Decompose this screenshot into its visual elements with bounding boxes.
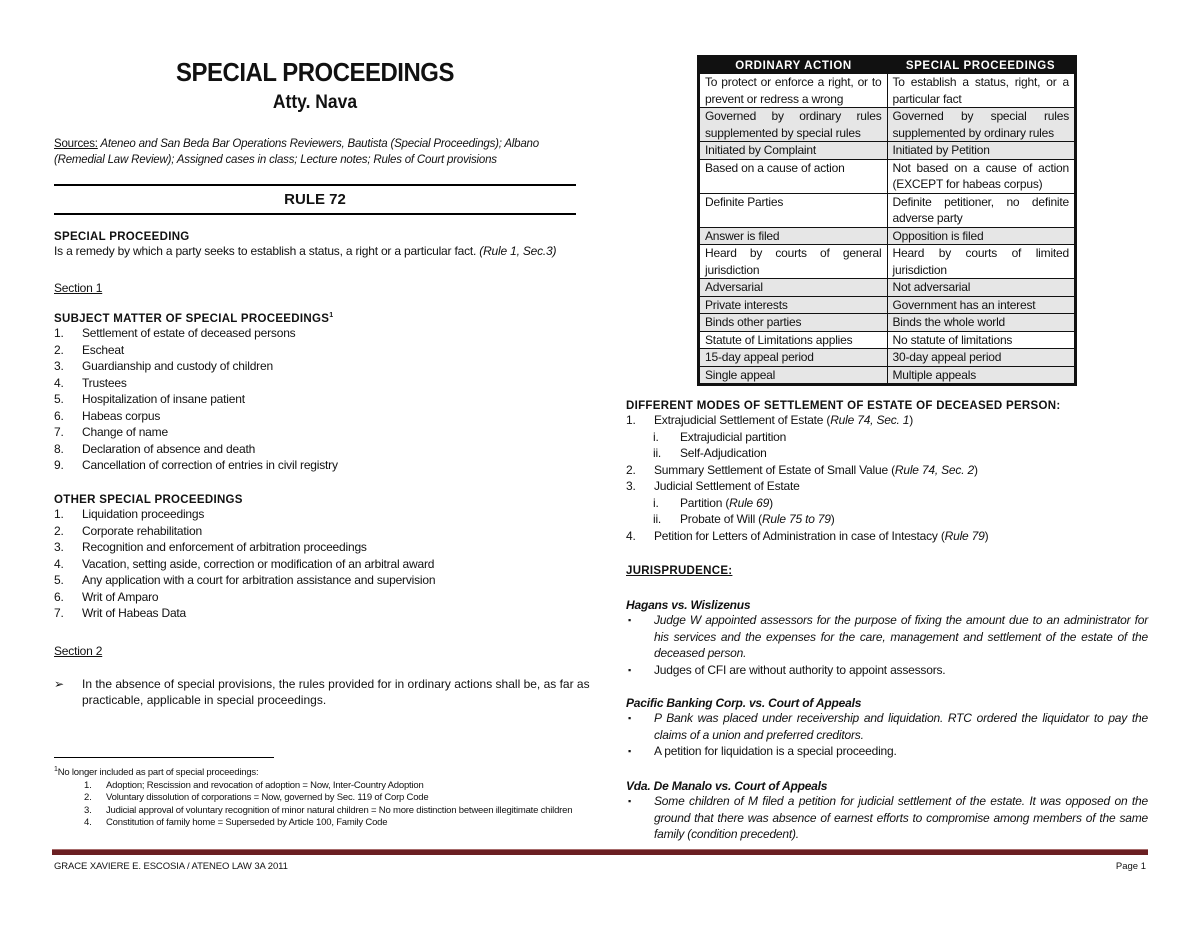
column-header: SPECIAL PROCEEDINGS [887,57,1076,74]
case-points [626,612,1148,678]
list-item [626,710,1148,743]
list-item [626,528,1148,545]
definition-block [54,231,576,260]
list-text: Escheat [82,342,124,357]
list-text: Writ of Amparo [82,589,159,604]
table-cell: Private interests [699,296,888,314]
other-proceedings-heading: OTHER SPECIAL PROCEEDINGS [54,494,243,506]
case-points [626,793,1148,843]
column-header: ORDINARY ACTION [699,57,888,74]
list-item [54,424,576,441]
list-text: Recognition and enforcement of arbitration proceedings [82,540,367,554]
modes-list [626,528,1148,545]
table-cell: Single appeal [699,366,888,385]
footnote-mark: 1 [54,765,58,773]
list-number: 7. [54,425,64,439]
footnote [54,767,576,830]
list-number: 5. [54,392,64,406]
page-number: Page 1 [1115,861,1146,872]
list-text: Liquidation proceedings [82,507,205,521]
table-row [699,245,1076,279]
arrow-bullet-icon: ➢ [54,677,65,691]
table-cell: Statute of Limitations applies [699,331,888,349]
table-row [699,227,1076,245]
list-item [626,478,1148,495]
table-cell: Governed by special rules supplemented by ordinary rules [887,108,1076,142]
table-row [699,142,1076,160]
footer-author: GRACE XAVIERE E. ESCOSIA / ATENEO LAW 3A 2011 [54,861,288,872]
other-proceedings-block [54,494,576,622]
list-item [626,429,1148,446]
list-item [54,605,576,622]
list-number: i. [653,429,659,444]
list-text: Self-Adjudication [680,446,767,460]
footnote-intro-text: No longer included as part of special proceedings: [57,767,259,778]
list-text: Judicial Settlement of Estate [654,479,800,493]
list-text-end: ) [973,462,978,477]
table-row [699,314,1076,332]
list-citation: Rule 75 to 79 [761,512,831,526]
list-number: 2. [54,342,64,357]
list-number: 3. [84,804,92,816]
list-text: Judicial approval of voluntary recognition of minor natural children = No more distinction between illegitimate children [106,804,573,816]
list-text: Hospitalization of insane patient [82,392,245,406]
list-text: Any application with a court for arbitration assistance and supervision [82,573,436,587]
list-text: Trustees [82,375,127,390]
table-header-row [699,57,1076,74]
list-item [626,612,1148,662]
list-number: 1. [54,507,64,521]
modes-heading: DIFFERENT MODES OF SETTLEMENT OF ESTATE OF DECEASED PERSON: [626,400,1061,412]
table-row [699,193,1076,227]
list-item [54,572,576,589]
definition-text [54,243,576,260]
list-number: 8. [54,441,64,456]
list-text: Probate of Will ( [680,512,762,526]
jurisprudence-heading: JURISPRUDENCE: [626,565,733,577]
list-item [54,391,576,408]
list-number: 2. [54,523,64,538]
list-text: Constitution of family home = Superseded by Article 100, Family Code [106,817,388,828]
list-text: Voluntary dissolution of corporations = Now, governed by Sec. 119 of Corp Code [106,792,429,803]
table-cell: Government has an interest [887,296,1076,314]
table-row [699,296,1076,314]
table-cell: Heard by courts of limited jurisdiction [887,245,1076,279]
table-cell: Initiated by Complaint [699,142,888,160]
sources-note [54,136,576,168]
modes-block [626,400,1148,544]
list-number: 7. [54,606,64,620]
document-title: SPECIAL PROCEEDINGS [176,57,454,87]
list-item [54,342,576,359]
case-title: Pacific Banking Corp. vs. Court of Appeals [626,696,862,710]
list-number: 9. [54,458,64,472]
list-number: 2. [84,792,92,803]
list-item [626,445,1148,462]
list-number: 3. [54,359,64,373]
footnote-intro [54,767,576,780]
list-citation: Rule 79 [944,528,985,543]
list-text: Change of name [82,425,168,439]
table-cell: Opposition is filed [887,227,1076,245]
list-text-end: ) [909,413,914,427]
footnote-ref[interactable]: 1 [329,312,334,320]
case-pacific-banking [626,696,1148,760]
table-cell: Multiple appeals [887,366,1076,385]
modes-list [626,462,1148,495]
table-cell: Answer is filed [699,227,888,245]
square-bullet-icon: ▪ [628,615,631,625]
table-cell: Initiated by Petition [887,142,1076,160]
list-item [626,662,1148,679]
rule-heading: RULE 72 [54,184,576,215]
table-cell: Definite petitioner, no definite adverse party [887,193,1076,227]
list-number: 4. [626,528,636,543]
table-row [699,159,1076,193]
list-text: Summary Settlement of Estate of Small Value ( [654,462,895,477]
modes-sublist [626,429,1148,462]
square-bullet-icon: ▪ [628,746,631,756]
list-item [54,457,576,474]
list-number: 2. [626,462,636,477]
document-subtitle: Atty. Nava [272,92,358,113]
modes-list [626,412,1148,429]
case-vda-de-manalo [626,779,1148,843]
list-item [54,589,576,606]
table-cell: Heard by courts of general jurisdiction [699,245,888,279]
list-item [54,375,576,392]
square-bullet-icon: ▪ [628,664,631,675]
case-title: Hagans vs. Wislizenus [626,598,751,612]
list-text-end: ) [769,495,773,510]
table-cell: To establish a status, right, or a particular fact [887,74,1076,108]
table-cell: To protect or enforce a right, or to prevent or redress a wrong [699,74,888,108]
table-cell: Based on a cause of action [699,159,888,193]
section-2-text: In the absence of special provisions, the rules provided for in ordinary actions shall be, as far as practicable, applicable in special proceedings. [82,677,590,707]
other-proceedings-list [54,506,576,622]
list-text-end: ) [830,512,835,526]
table-row [699,366,1076,385]
list-text: Adoption; Rescission and revocation of adoption = Now, Inter-Country Adoption [106,779,424,791]
table-row [699,331,1076,349]
table-cell: Adversarial [699,279,888,297]
definition-heading: SPECIAL PROCEEDING [54,231,190,243]
list-item [626,743,1148,760]
subject-matter-heading-text: SUBJECT MATTER OF SPECIAL PROCEEDINGS [54,313,330,325]
list-text: Writ of Habeas Data [82,606,187,620]
list-text-end: ) [984,528,989,543]
definition-citation: (Rule 1, Sec.3) [479,244,557,258]
list-number: 3. [54,540,64,554]
list-citation: Rule 69 [729,495,770,510]
section-2-label: Section 2 [54,644,103,658]
table-cell: Binds other parties [699,314,888,332]
table-cell: Not adversarial [887,279,1076,297]
list-number: 6. [54,408,64,423]
table-row [699,349,1076,367]
list-item [54,506,576,523]
sources-label: Sources: [54,138,98,150]
sources-text: Ateneo and San Beda Bar Operations Reviewers, Bautista (Special Proceedings); Albano (Remedial Law Review); Assigned cases in class; Lecture notes; Rules of Court provisions [54,138,539,166]
square-bullet-icon: ▪ [628,713,631,723]
list-item [54,408,576,425]
list-text: Guardianship and custody of children [82,359,273,373]
list-number: 3. [626,479,636,493]
list-number: 4. [54,375,64,390]
list-text: Extrajudicial partition [680,429,787,444]
list-item [626,462,1148,479]
list-text: Petition for Letters of Administration in case of Intestacy ( [654,528,945,543]
list-item [54,358,576,375]
list-number: 1. [626,413,636,427]
definition-body: Is a remedy by which a party seeks to establish a status, a right or a particular fact. [54,244,480,258]
table-cell: 30-day appeal period [887,349,1076,367]
list-citation: Rule 74, Sec. 2 [894,462,974,477]
list-number: 1. [54,326,64,340]
list-item [54,792,576,805]
subject-matter-list [54,325,576,474]
table-cell: Binds the whole world [887,314,1076,332]
footnote-separator [54,757,274,758]
case-points [626,710,1148,760]
list-number: 4. [84,817,92,828]
case-point-text: P Bank was placed under receivership and liquidation. RTC ordered the liquidator to pay the claims of a union and preferred creditors. [654,711,1148,742]
table-cell: 15-day appeal period [699,349,888,367]
list-number: 1. [84,779,92,791]
list-text: Cancellation of correction of entries in civil registry [82,458,338,472]
list-number: 5. [54,573,64,587]
list-text: Partition ( [680,495,730,510]
list-text: Extrajudicial Settlement of Estate ( [654,413,831,427]
table-cell: Definite Parties [699,193,888,227]
case-point-text: Judges of CFI are without authority to appoint assessors. [654,662,946,677]
list-number: ii. [653,446,662,460]
table-row [699,74,1076,108]
list-number: i. [653,495,659,510]
list-number: ii. [653,512,662,526]
list-text: Vacation, setting aside, correction or modification of an arbitral award [82,556,435,571]
list-item [54,817,576,830]
modes-sublist [626,495,1148,528]
list-item [54,556,576,573]
table-cell: No statute of limitations [887,331,1076,349]
section-1-label: Section 1 [54,281,103,295]
list-text: Declaration of absence and death [82,441,256,456]
list-item [626,511,1148,528]
list-item [54,523,576,540]
footer-divider [52,849,1148,855]
list-item [626,793,1148,843]
list-item [54,325,576,342]
case-title: Vda. De Manalo vs. Court of Appeals [626,779,828,793]
footnote-list [54,780,576,830]
table-row [699,279,1076,297]
subject-matter-block [54,313,576,474]
list-number: 4. [54,556,64,571]
table-row [699,108,1076,142]
square-bullet-icon: ▪ [628,796,631,806]
list-item [54,805,576,818]
list-item [626,495,1148,512]
case-point-text: Some children of M filed a petition for judicial settlement of the estate. It was opposed on the ground that there was absence of earnest efforts to compromise among members of the same family (condition precedent). [654,794,1148,841]
case-hagans [626,598,1148,678]
list-item [54,441,576,458]
list-item [626,412,1148,429]
list-text: Corporate rehabilitation [82,523,202,538]
list-text: Settlement of estate of deceased persons [82,326,296,340]
left-column [54,0,590,828]
section-2-provision [54,676,604,708]
list-text: Habeas corpus [82,408,161,423]
list-item [54,539,576,556]
case-point-text: Judge W appointed assessors for the purpose of fixing the amount due to an administrator for his services and the expenses for the care, management and settlement of the estate of the deceased person. [654,613,1148,660]
table-cell: Not based on a cause of action (EXCEPT for habeas corpus) [887,159,1076,193]
subject-matter-heading [54,313,576,325]
list-item [54,780,576,793]
case-point-text: A petition for liquidation is a special proceeding. [654,744,897,758]
comparison-table [697,55,1077,386]
list-citation: Rule 74, Sec. 1 [830,413,910,427]
table-cell: Governed by ordinary rules supplemented by special rules [699,108,888,142]
list-number: 6. [54,589,64,604]
